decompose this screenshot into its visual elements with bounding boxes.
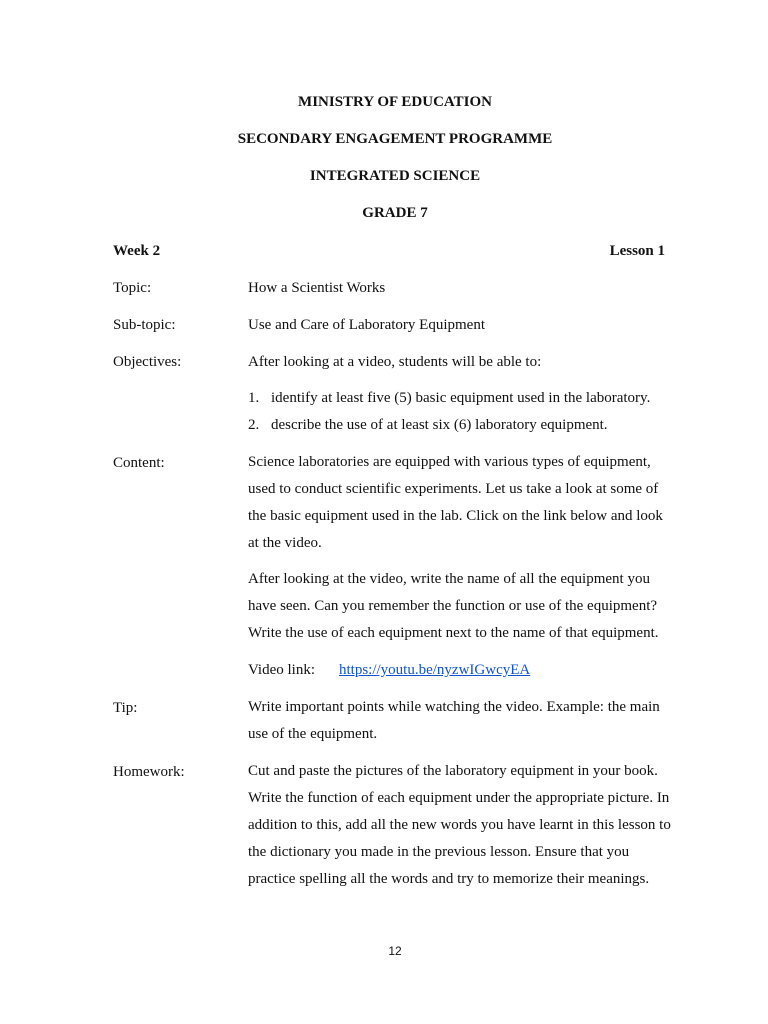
lesson-label: Lesson 1 (609, 243, 665, 259)
subtopic-label: Sub-topic: (113, 317, 176, 333)
week-label: Week 2 (113, 243, 161, 259)
paragraph-line: Write important points while watching the video. Example: the main (248, 699, 660, 715)
tip-text (248, 694, 688, 748)
grade-heading: GRADE 7 (362, 205, 428, 221)
video-link-label: Video link: (248, 662, 316, 678)
subject-heading: INTEGRATED SCIENCE (309, 168, 481, 184)
paragraph-line: used to conduct scientific experiments. Let us take a look at some of (248, 481, 659, 497)
paragraph-line: After looking at the video, write the name of all the equipment you (248, 571, 650, 587)
paragraph-line: Science laboratories are equipped with various types of equipment, (248, 454, 651, 470)
content-label: Content: (113, 455, 165, 471)
subtopic-value: Use and Care of Laboratory Equipment (248, 317, 486, 333)
homework-text (248, 758, 688, 893)
paragraph-line: Cut and paste the pictures of the laboratory equipment in your book. (248, 763, 658, 779)
tip-label: Tip: (113, 700, 138, 716)
objectives-label: Objectives: (113, 354, 182, 370)
homework-label: Homework: (113, 764, 185, 780)
objectives-intro: After looking at a video, students will be able to: (248, 354, 542, 370)
content-paragraph-1 (248, 449, 688, 557)
content-paragraph-2 (248, 566, 688, 647)
paragraph-line: the dictionary you made in the previous lesson. Ensure that you (248, 844, 630, 860)
programme-heading: SECONDARY ENGAGEMENT PROGRAMME (237, 131, 553, 147)
paragraph-line: use of the equipment. (248, 726, 378, 742)
paragraph-line: the basic equipment used in the lab. Click on the link below and look (248, 508, 663, 524)
list-item: identify at least five (5) basic equipment used in the laboratory. (271, 390, 651, 406)
paragraph-line: Write the function of each equipment under the appropriate picture. In (248, 790, 670, 806)
topic-label: Topic: (113, 280, 152, 296)
paragraph-line: practice spelling all the words and try to memorize their meanings. (248, 871, 650, 887)
list-item-number: 2. (248, 417, 260, 433)
paragraph-line: addition to this, add all the new words you have learnt in this lesson to (248, 817, 671, 833)
topic-value: How a Scientist Works (248, 280, 386, 296)
list-item: describe the use of at least six (6) laboratory equipment. (271, 417, 608, 433)
video-link[interactable]: https://youtu.be/nyzwIGwcyEA (339, 662, 531, 678)
page-number: 12 (388, 944, 402, 958)
list-item-number: 1. (248, 390, 260, 406)
paragraph-line: have seen. Can you remember the function or use of the equipment? (248, 598, 658, 614)
paragraph-line: Write the use of each equipment next to the name of that equipment. (248, 625, 659, 641)
paragraph-line: at the video. (248, 535, 322, 551)
ministry-heading: MINISTRY OF EDUCATION (298, 94, 492, 110)
